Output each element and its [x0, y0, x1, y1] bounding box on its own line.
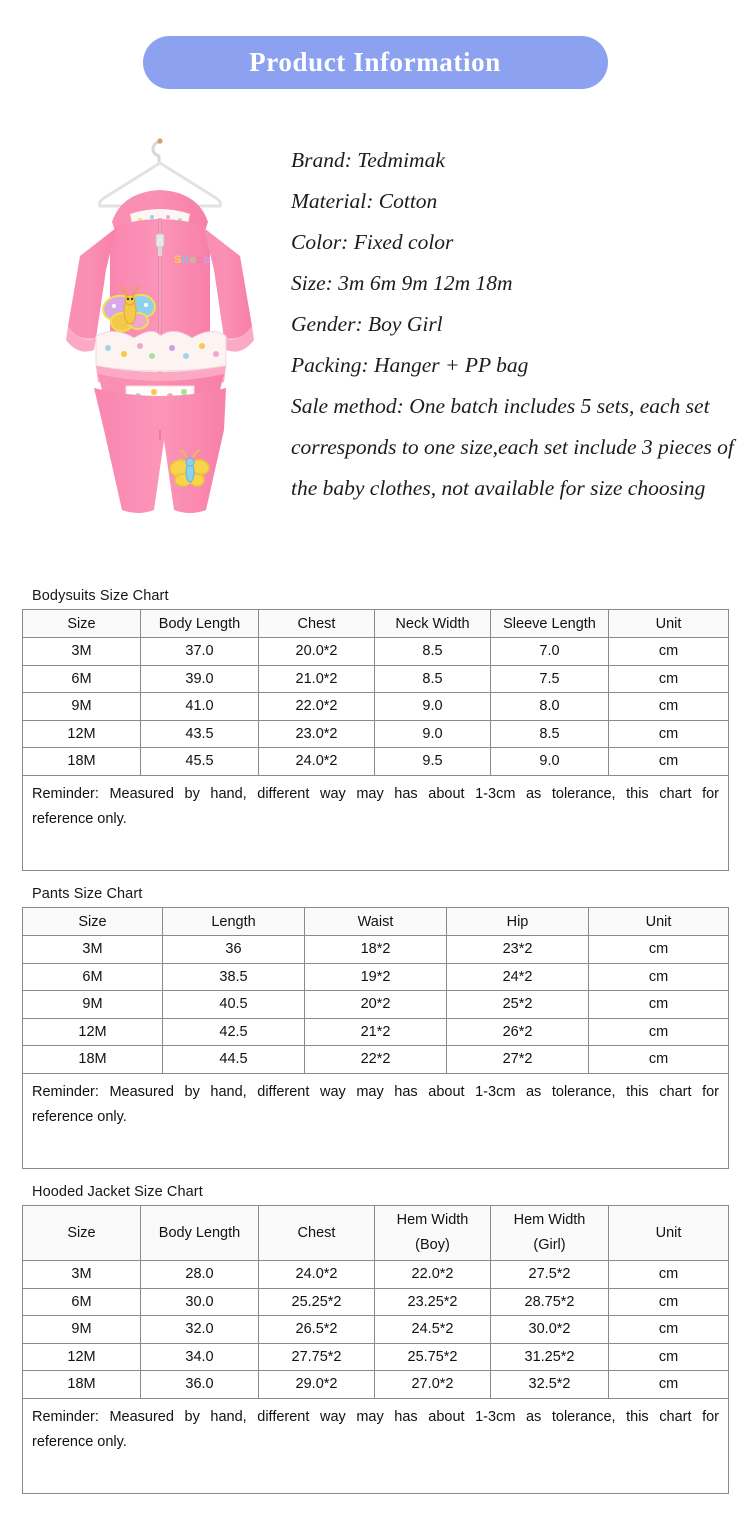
spec-brand: Brand: Tedmimak: [291, 148, 445, 172]
table-cell: 21.0*2: [259, 665, 375, 693]
column-header-line: Hem Width: [396, 1212, 469, 1228]
bodysuits-size-table: [22, 609, 729, 871]
reminder-note: [23, 1398, 729, 1493]
table-row: [23, 936, 729, 964]
table-cell: 39.0: [141, 665, 259, 693]
column-header: Neck Width: [375, 610, 491, 638]
column-header: Waist: [305, 908, 447, 936]
reminder-row: [23, 775, 729, 870]
table-cell: 42.5: [163, 1018, 305, 1046]
reminder-line-2: reference only.: [32, 1433, 127, 1450]
table-cell: cm: [589, 1046, 729, 1074]
table-cell: 12M: [23, 1343, 141, 1371]
table-row: [23, 991, 729, 1019]
bodysuits-size-chart-block: [22, 588, 728, 871]
table-cell: 8.5: [375, 665, 491, 693]
table-cell: 9.0: [375, 693, 491, 721]
reminder-note: [23, 775, 729, 870]
svg-text:e: e: [190, 254, 197, 266]
table-cell: cm: [609, 638, 729, 666]
table-cell: 3M: [23, 638, 141, 666]
table-cell: 22.0*2: [375, 1261, 491, 1289]
chest-logo: [174, 254, 211, 266]
spec-color: Color: Fixed color: [291, 230, 454, 254]
table-cell: 25.25*2: [259, 1288, 375, 1316]
table-cell: 22*2: [305, 1046, 447, 1074]
reminder-line-1: Reminder: Measured by hand, different way may has about 1-3cm as tolerance, this chart for: [32, 1083, 719, 1100]
table-cell: 43.5: [141, 720, 259, 748]
table-cell: 23.25*2: [375, 1288, 491, 1316]
table-row: [23, 1261, 729, 1289]
column-header: Unit: [609, 1206, 729, 1261]
table-cell: 37.0: [141, 638, 259, 666]
chart-title: Pants Size Chart: [32, 886, 143, 902]
svg-text:h: h: [182, 254, 189, 266]
table-cell: 6M: [23, 963, 163, 991]
table-cell: cm: [589, 936, 729, 964]
column-header-line: (Girl): [533, 1237, 566, 1253]
column-header: Body Length: [141, 1206, 259, 1261]
column-header-line: (Boy): [415, 1237, 450, 1253]
table-cell: cm: [609, 720, 729, 748]
table-cell: 32.0: [141, 1316, 259, 1344]
reminder-line-2: reference only.: [32, 810, 127, 827]
table-row: [23, 1046, 729, 1074]
column-header: Size: [23, 908, 163, 936]
table-cell: cm: [609, 693, 729, 721]
table-cell: 44.5: [163, 1046, 305, 1074]
table-cell: cm: [609, 1316, 729, 1344]
column-header-line: Hem Width: [513, 1212, 586, 1228]
table-cell: cm: [589, 1018, 729, 1046]
reminder-row: [23, 1398, 729, 1493]
table-cell: 20.0*2: [259, 638, 375, 666]
table-cell: 9M: [23, 991, 163, 1019]
table-cell: cm: [589, 963, 729, 991]
table-cell: 3M: [23, 1261, 141, 1289]
table-cell: 9.0: [491, 748, 609, 776]
table-cell: 7.5: [491, 665, 609, 693]
spec-gender: Gender: Boy Girl: [291, 312, 443, 336]
svg-text:S: S: [174, 254, 182, 266]
table-row: [23, 693, 729, 721]
table-cell: 12M: [23, 720, 141, 748]
table-row: [23, 1316, 729, 1344]
table-cell: 9M: [23, 1316, 141, 1344]
table-cell: 6M: [23, 665, 141, 693]
column-header: Unit: [589, 908, 729, 936]
table-cell: cm: [609, 665, 729, 693]
table-cell: 8.5: [491, 720, 609, 748]
table-cell: 27.75*2: [259, 1343, 375, 1371]
table-cell: 31.25*2: [491, 1343, 609, 1371]
table-cell: 23*2: [447, 936, 589, 964]
table-cell: 40.5: [163, 991, 305, 1019]
table-cell: cm: [609, 1343, 729, 1371]
table-cell: 30.0: [141, 1288, 259, 1316]
table-cell: 26.5*2: [259, 1316, 375, 1344]
table-cell: 36: [163, 936, 305, 964]
table-cell: cm: [589, 991, 729, 1019]
table-header-row: [23, 908, 729, 936]
table-cell: 24.0*2: [259, 1261, 375, 1289]
table-cell: 34.0: [141, 1343, 259, 1371]
reminder-row: [23, 1073, 729, 1168]
table-header-row: [23, 1206, 729, 1261]
table-cell: 7.0: [491, 638, 609, 666]
spec-packing: Packing: Hanger + PP bag: [291, 353, 529, 377]
column-header: Chest: [259, 610, 375, 638]
table-cell: cm: [609, 1288, 729, 1316]
table-body: [23, 638, 729, 871]
hooded-jacket-size-table: [22, 1205, 729, 1494]
table-cell: 8.0: [491, 693, 609, 721]
table-cell: 6M: [23, 1288, 141, 1316]
column-header: Sleeve Length: [491, 610, 609, 638]
table-cell: cm: [609, 1371, 729, 1399]
product-photo: [34, 130, 286, 548]
table-cell: 8.5: [375, 638, 491, 666]
hooded-jacket-size-chart-block: [22, 1184, 728, 1494]
spec-sale-method: Sale method: One batch includes 5 sets, each set corresponds to one size,each set include 3 pieces of the baby clothes, not available for size choosing: [291, 394, 734, 500]
chart-title: Hooded Jacket Size Chart: [32, 1184, 203, 1200]
table-cell: 22.0*2: [259, 693, 375, 721]
pants-size-chart-block: [22, 886, 728, 1169]
table-cell: 25.75*2: [375, 1343, 491, 1371]
table-header: [23, 610, 729, 638]
table-cell: 27.0*2: [375, 1371, 491, 1399]
page-header: [0, 36, 750, 89]
product-overview: [0, 128, 750, 553]
table-cell: 3M: [23, 936, 163, 964]
table-cell: 18*2: [305, 936, 447, 964]
spec-size: Size: 3m 6m 9m 12m 18m: [291, 271, 513, 295]
table-header-row: [23, 610, 729, 638]
table-cell: 26*2: [447, 1018, 589, 1046]
table-cell: 38.5: [163, 963, 305, 991]
reminder-line-2: reference only.: [32, 1108, 127, 1125]
table-cell: cm: [609, 748, 729, 776]
table-cell: 45.5: [141, 748, 259, 776]
table-cell: 25*2: [447, 991, 589, 1019]
pants-size-table: [22, 907, 729, 1169]
table-cell: 27*2: [447, 1046, 589, 1074]
table-cell: 18M: [23, 1371, 141, 1399]
baby-outfit-illustration: [34, 130, 286, 548]
product-specs: [291, 140, 735, 509]
table-header: [23, 1206, 729, 1261]
table-cell: 24*2: [447, 963, 589, 991]
table-cell: 41.0: [141, 693, 259, 721]
column-header: Length: [163, 908, 305, 936]
table-row: [23, 1343, 729, 1371]
table-cell: 19*2: [305, 963, 447, 991]
table-cell: 21*2: [305, 1018, 447, 1046]
table-row: [23, 720, 729, 748]
table-row: [23, 1371, 729, 1399]
table-cell: 9.0: [375, 720, 491, 748]
table-row: [23, 1288, 729, 1316]
table-cell: 28.75*2: [491, 1288, 609, 1316]
table-cell: 28.0: [141, 1261, 259, 1289]
table-cell: 32.5*2: [491, 1371, 609, 1399]
table-cell: 24.0*2: [259, 748, 375, 776]
table-cell: 29.0*2: [259, 1371, 375, 1399]
table-cell: 20*2: [305, 991, 447, 1019]
table-cell: 27.5*2: [491, 1261, 609, 1289]
table-cell: 9.5: [375, 748, 491, 776]
table-row: [23, 638, 729, 666]
column-header: Size: [23, 1206, 141, 1261]
column-header: [491, 1206, 609, 1261]
column-header: Body Length: [141, 610, 259, 638]
reminder-line-1: Reminder: Measured by hand, different way may has about 1-3cm as tolerance, this chart for: [32, 1408, 719, 1425]
column-header: Chest: [259, 1206, 375, 1261]
svg-text:p: p: [204, 254, 211, 266]
table-cell: 36.0: [141, 1371, 259, 1399]
spec-material: Material: Cotton: [291, 189, 438, 213]
table-row: [23, 748, 729, 776]
column-header: Size: [23, 610, 141, 638]
product-information-banner: [143, 36, 608, 89]
reminder-note: [23, 1073, 729, 1168]
column-header: Hip: [447, 908, 589, 936]
table-header: [23, 908, 729, 936]
chart-title: Bodysuits Size Chart: [32, 588, 169, 604]
table-cell: 24.5*2: [375, 1316, 491, 1344]
column-header: Unit: [609, 610, 729, 638]
table-row: [23, 665, 729, 693]
svg-text:e: e: [197, 254, 204, 266]
table-cell: 18M: [23, 1046, 163, 1074]
table-body: [23, 1261, 729, 1494]
table-cell: 18M: [23, 748, 141, 776]
column-header: [375, 1206, 491, 1261]
table-cell: 12M: [23, 1018, 163, 1046]
reminder-line-1: Reminder: Measured by hand, different way may has about 1-3cm as tolerance, this chart for: [32, 785, 719, 802]
table-body: [23, 936, 729, 1169]
table-cell: 30.0*2: [491, 1316, 609, 1344]
table-cell: 23.0*2: [259, 720, 375, 748]
table-cell: 9M: [23, 693, 141, 721]
table-row: [23, 1018, 729, 1046]
page-title: Product Information: [249, 47, 501, 77]
table-row: [23, 963, 729, 991]
table-cell: cm: [609, 1261, 729, 1289]
